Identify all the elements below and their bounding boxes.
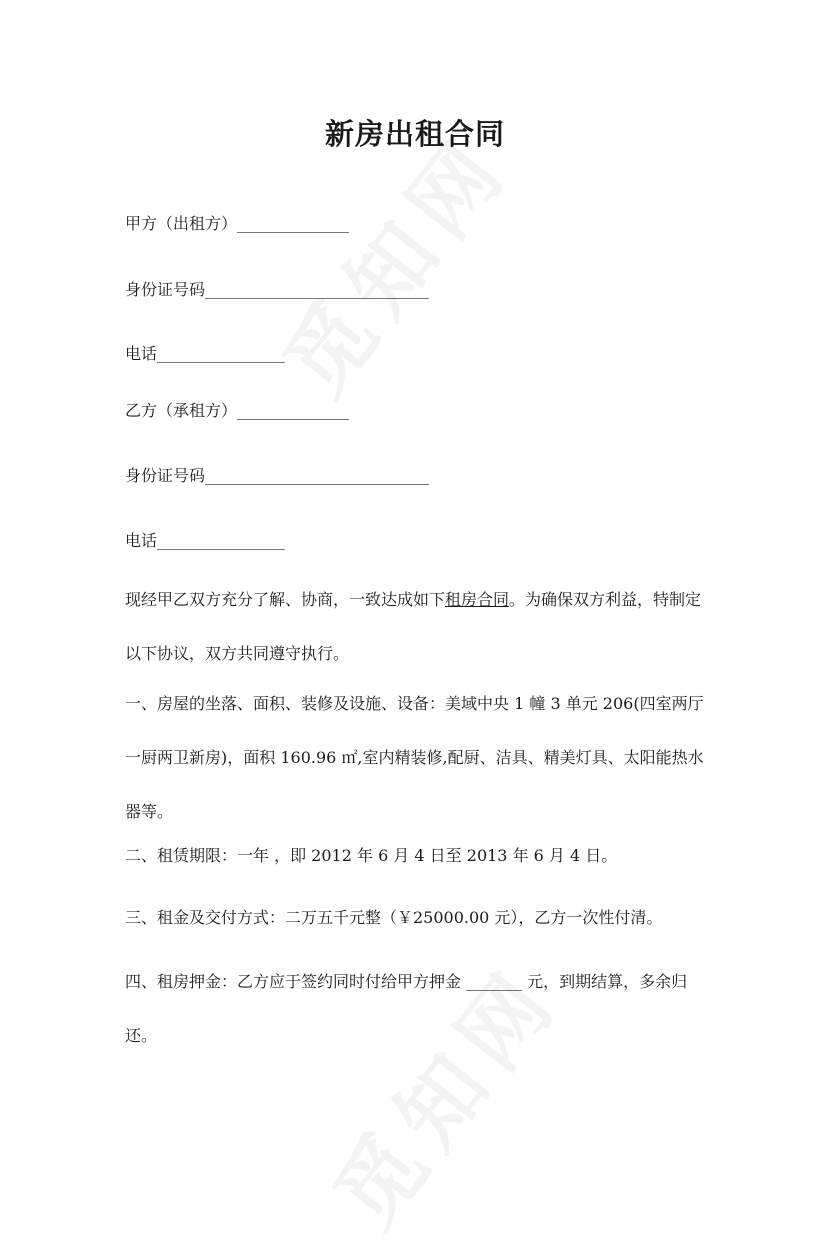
party-a-line: 甲方（出租方）______________ xyxy=(125,214,350,233)
clause-3: 三、租金及交付方式：二万五千元整（￥25000.00 元），乙方一次性付清。 xyxy=(125,908,663,927)
clause-2: 二、租赁期限：一年 ，即 2012 年 6 月 4 日至 2013 年 6 月 4 日。 xyxy=(125,846,618,865)
intro-text-after: 。为确保双方利益，特制定以下协议，双方共同遵守执行。 xyxy=(125,590,702,663)
clause-4: 四、租房押金：乙方应于签约同时付给甲方押金 _______ 元，到期结算，多余归还。 xyxy=(125,972,688,1045)
intro-text-before: 现经甲乙双方充分了解、协商，一致达成如下 xyxy=(125,590,446,609)
party-a-phone-line: 电话________________ xyxy=(125,344,286,363)
rental-contract-link[interactable]: 租房合同 xyxy=(445,590,510,609)
party-b-id-line: 身份证号码____________________________ xyxy=(125,466,430,485)
intro-paragraph xyxy=(125,573,715,681)
party-b-phone-line: 电话________________ xyxy=(125,531,286,550)
clause-1: 一、房屋的坐落、面积、装修及设施、设备：美域中央 1 幢 3 单元 206(四室两厅一厨两卫新房)，面积 160.96 ㎡,室内精装修,配厨、洁具、精美灯具、太阳能热水器等。 xyxy=(125,694,704,821)
document-title: 新房出租合同 xyxy=(324,117,505,151)
party-a-id-line: 身份证号码____________________________ xyxy=(125,280,430,299)
party-b-line: 乙方（承租方）______________ xyxy=(125,401,350,420)
